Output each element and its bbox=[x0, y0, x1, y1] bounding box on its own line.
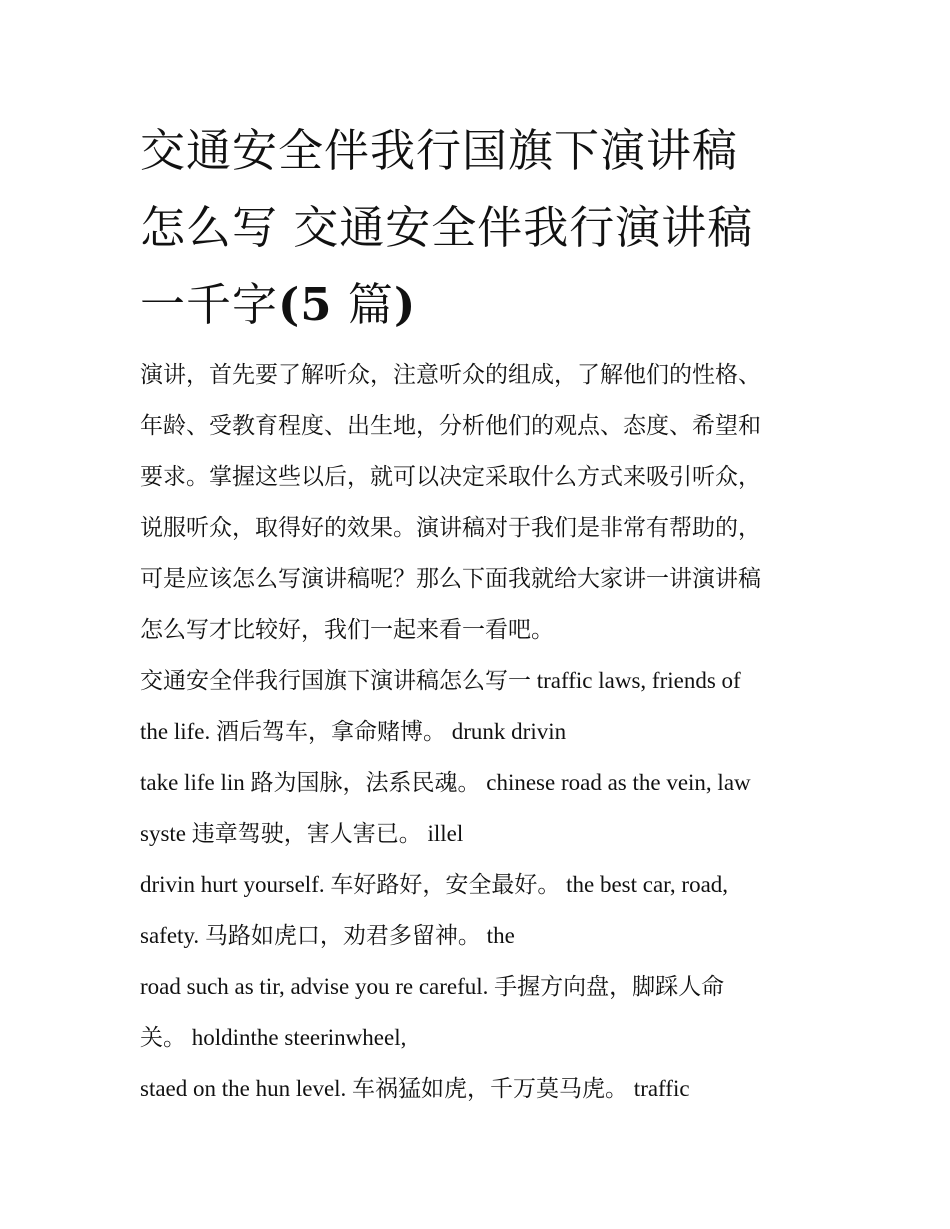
intro-line: 怎么写才比较好，我们一起来看一看吧。 bbox=[140, 617, 554, 642]
intro-paragraph bbox=[140, 349, 820, 655]
body-line: safety. 马路如虎口，劝君多留神。 the bbox=[140, 923, 515, 948]
title-line-3-prefix: 一千字 bbox=[140, 278, 279, 331]
title-count-close: ) bbox=[393, 278, 417, 331]
intro-line: 可是应该怎么写演讲稿呢？那么下面我就给大家讲一讲演讲稿 bbox=[140, 566, 761, 591]
intro-line: 要求。掌握这些以后，就可以决定采取什么方式来吸引听众， bbox=[140, 464, 761, 489]
title-line-1: 交通安全伴我行国旗下演讲稿 bbox=[140, 124, 739, 177]
body-line: drivin hurt yourself. 车好路好，安全最好。 the best car, road, bbox=[140, 872, 729, 897]
body-line: 交通安全伴我行国旗下演讲稿怎么写一 traffic laws, friends of bbox=[140, 668, 741, 693]
body-text bbox=[140, 655, 820, 1114]
title-line-2: 怎么写 交通安全伴我行演讲稿 bbox=[140, 201, 754, 254]
body-line: road such as tir, advise you re careful. 手握方向盘，脚踩人命 bbox=[140, 974, 725, 999]
body-line: staed on the hun level. 车祸猛如虎，千万莫马虎。 traffic bbox=[140, 1076, 690, 1101]
body-line: 关。 holdinthe steerinwheel, bbox=[140, 1025, 407, 1050]
intro-line: 说服听众，取得好的效果。演讲稿对于我们是非常有帮助的， bbox=[140, 515, 761, 540]
document-content bbox=[140, 112, 820, 1114]
title-count-unit: 篇 bbox=[332, 278, 394, 331]
title-count-open: (5 bbox=[278, 278, 333, 331]
intro-line: 演讲，首先要了解听众，注意听众的组成，了解他们的性格、 bbox=[140, 362, 761, 387]
body-line: syste 违章驾驶，害人害已。 illel bbox=[140, 821, 464, 846]
intro-line: 年龄、受教育程度、出生地，分析他们的观点、态度、希望和 bbox=[140, 413, 761, 438]
document-title bbox=[140, 112, 820, 343]
body-line: the life. 酒后驾车，拿命赌博。 drunk drivin bbox=[140, 719, 567, 744]
body-line: take life lin 路为国脉，法系民魂。 chinese road as the vein, law bbox=[140, 770, 751, 795]
